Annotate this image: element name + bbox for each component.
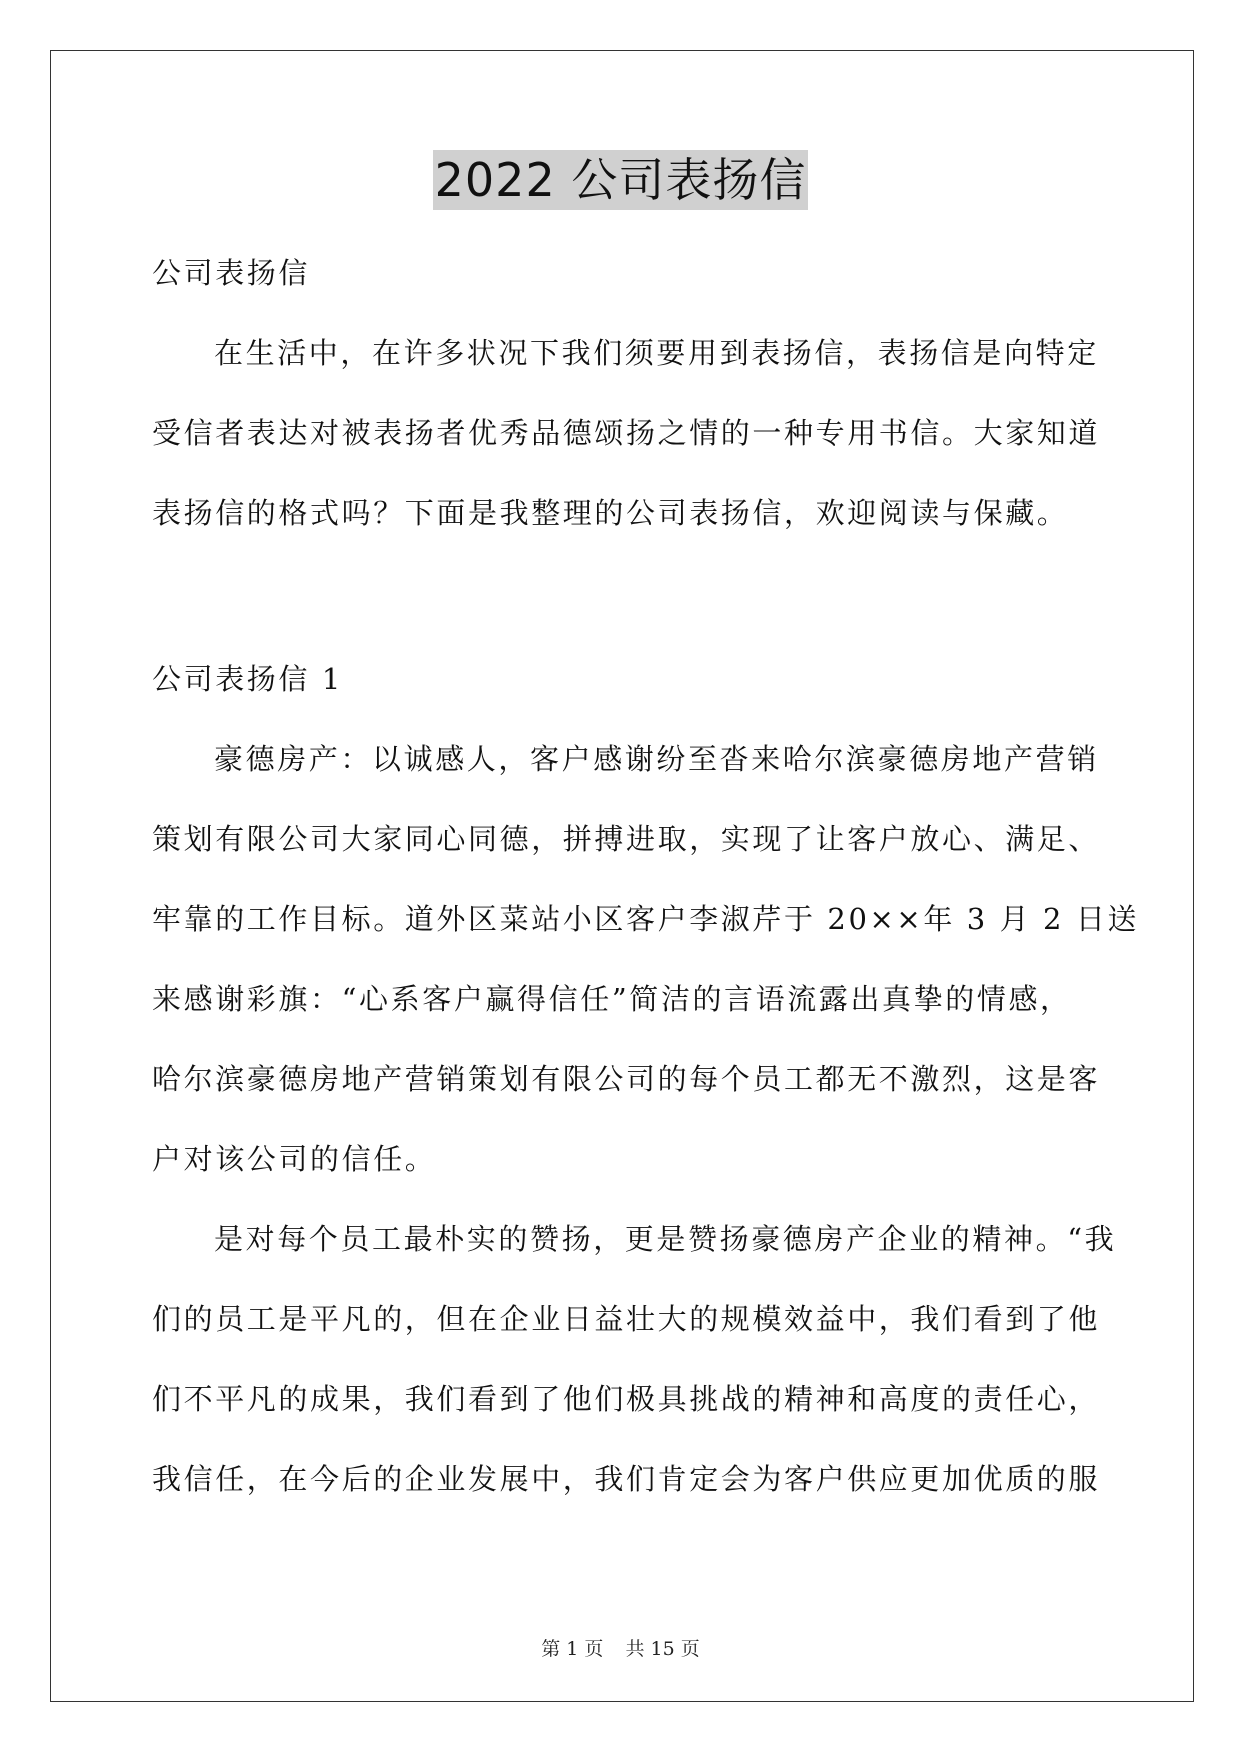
paragraph-line: 牢靠的工作目标。道外区菜站小区客户李淑芹于 20××年 3 月 2 日送 [152, 902, 1140, 936]
paragraph-line: 豪德房产：以诚感人，客户感谢纷至沓来哈尔滨豪德房地产营销 [214, 742, 1099, 776]
title-container [0, 150, 1241, 210]
paragraph-line: 来感谢彩旗：“心系客户赢得信任”简洁的言语流露出真挚的情感， [152, 982, 1072, 1016]
paragraph-line: 在生活中，在许多状况下我们须要用到表扬信，表扬信是向特定 [214, 336, 1099, 370]
document-body [152, 233, 1140, 1519]
paragraph-line: 受信者表达对被表扬者优秀品德颂扬之情的一种专用书信。大家知道 [152, 416, 1101, 450]
paragraph-line: 们的员工是平凡的，但在企业日益壮大的规模效益中，我们看到了他 [152, 1302, 1101, 1336]
paragraph-line: 我信任，在今后的企业发展中，我们肯定会为客户供应更加优质的服 [152, 1462, 1101, 1496]
spacer [152, 553, 1092, 639]
page-total: 共 15 页 [625, 1638, 700, 1660]
page-footer [0, 1634, 1241, 1661]
paragraph-line: 们不平凡的成果，我们看到了他们极具挑战的精神和高度的责任心， [152, 1382, 1101, 1416]
document-title: 2022 公司表扬信 [433, 150, 809, 210]
paragraph-line: 是对每个员工最朴实的赞扬，更是赞扬豪德房产企业的精神。“我 [214, 1222, 1117, 1256]
paragraph-line: 户对该公司的信任。 [152, 1142, 437, 1176]
paragraph-line: 表扬信的格式吗？下面是我整理的公司表扬信，欢迎阅读与保藏。 [152, 496, 1069, 530]
section-heading: 公司表扬信 [152, 256, 311, 290]
paragraph-line: 哈尔滨豪德房地产营销策划有限公司的每个员工都无不激烈，这是客 [152, 1062, 1101, 1096]
page-number: 第 1 页 [541, 1638, 604, 1660]
paragraph-line: 策划有限公司大家同心同德，拼搏进取，实现了让客户放心、满足、 [152, 822, 1101, 856]
section-heading: 公司表扬信 1 [152, 662, 343, 696]
